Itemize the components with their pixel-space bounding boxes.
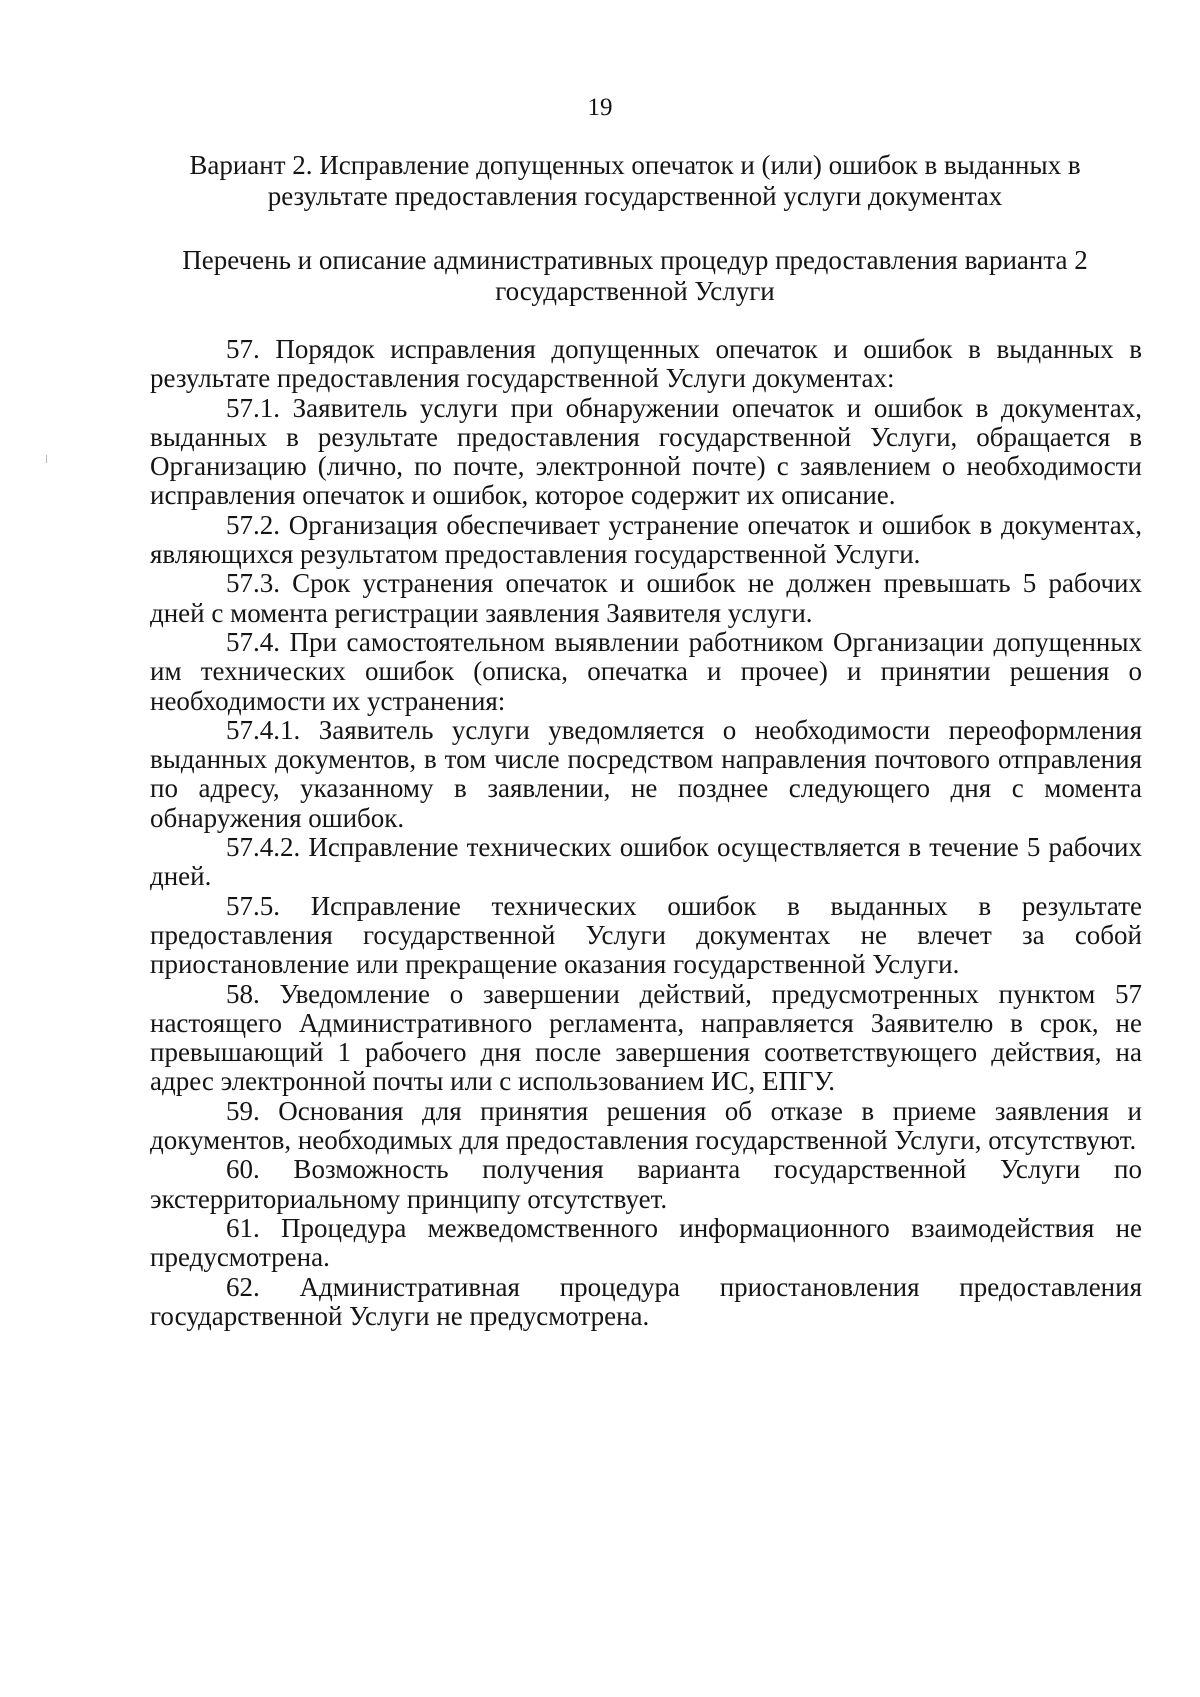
paragraph-57: 57. Порядок исправления допущенных опечаток и ошибок в выданных в результате предоставления государственной Услуги документах: <box>150 334 1142 394</box>
paragraph-57-2: 57.2. Организация обеспечивает устранение опечаток и ошибок в документах, являющихся результатом предоставления государственной Услуги. <box>150 509 1142 570</box>
paragraph-58: 58. Уведомление о завершении действий, предусмотренных пунктом 57 настоящего Административного регламента, направляется Заявителю в срок, не превышающий 1 рабочего дня после завершения соответствующего действия, на адрес электронной почты или с использованием ИС, ЕПГУ. <box>150 978 1142 1097</box>
paragraph-60: 60. Возможность получения варианта государственной Услуги по экстерриториальному принципу отсутствует. <box>150 1154 1142 1214</box>
procedures-list-heading: Перечень и описание административных процедур предоставления варианта 2 государственной Услуги <box>182 245 1088 306</box>
paragraph-57-3: 57.3. Срок устранения опечаток и ошибок не должен превышать 5 рабочих дней с момента регистрации заявления Заявителя услуги. <box>150 568 1142 628</box>
paragraph-57-5: 57.5. Исправление технических ошибок в выданных в результате предоставления государственной Услуги документах не влечет за собой приостановление или прекращение оказания государственной Услуги. <box>150 890 1142 980</box>
paragraph-57-4-1: 57.4.1. Заявитель услуги уведомляется о необходимости переоформления выданных документов, в том числе посредством направления почтового отправления по адресу, указанному в заявлении, не позднее следующего дня с момента обнаружения ошибок. <box>150 714 1142 833</box>
paragraph-57-4: 57.4. При самостоятельном выявлении работником Организации допущенных им технических ошибок (описка, опечатка и прочее) и принятии решения о необходимости их устранения: <box>150 626 1142 716</box>
paragraph-59: 59. Основания для принятия решения об отказе в приеме заявления и документов, необходимых для предоставления государственной Услуги, отсутствуют. <box>150 1095 1142 1156</box>
paragraph-61: 61. Процедура межведомственного информационного взаимодействия не предусмотрена. <box>150 1212 1142 1273</box>
variant-heading: Вариант 2. Исправление допущенных опечаток и (или) ошибок в выданных в результате предоставления государственной услуги документах <box>189 150 1081 211</box>
scan-artifact <box>46 455 47 463</box>
document-body <box>150 335 1142 1331</box>
paragraph-57-1: 57.1. Заявитель услуги при обнаружении опечаток и ошибок в документах, выданных в результате предоставления государственной Услуги, обращается в Организацию (лично, по почте, электронной почте) с заявлением о необходимости исправления опечаток и ошибок, которое содержит их описание. <box>150 392 1142 511</box>
paragraph-62: 62. Административная процедура приостановления предоставления государственной Услуги не предусмотрена. <box>150 1271 1142 1331</box>
page-number: 19 <box>587 94 613 121</box>
paragraph-57-4-2: 57.4.2. Исправление технических ошибок осуществляется в течение 5 рабочих дней. <box>150 832 1142 892</box>
